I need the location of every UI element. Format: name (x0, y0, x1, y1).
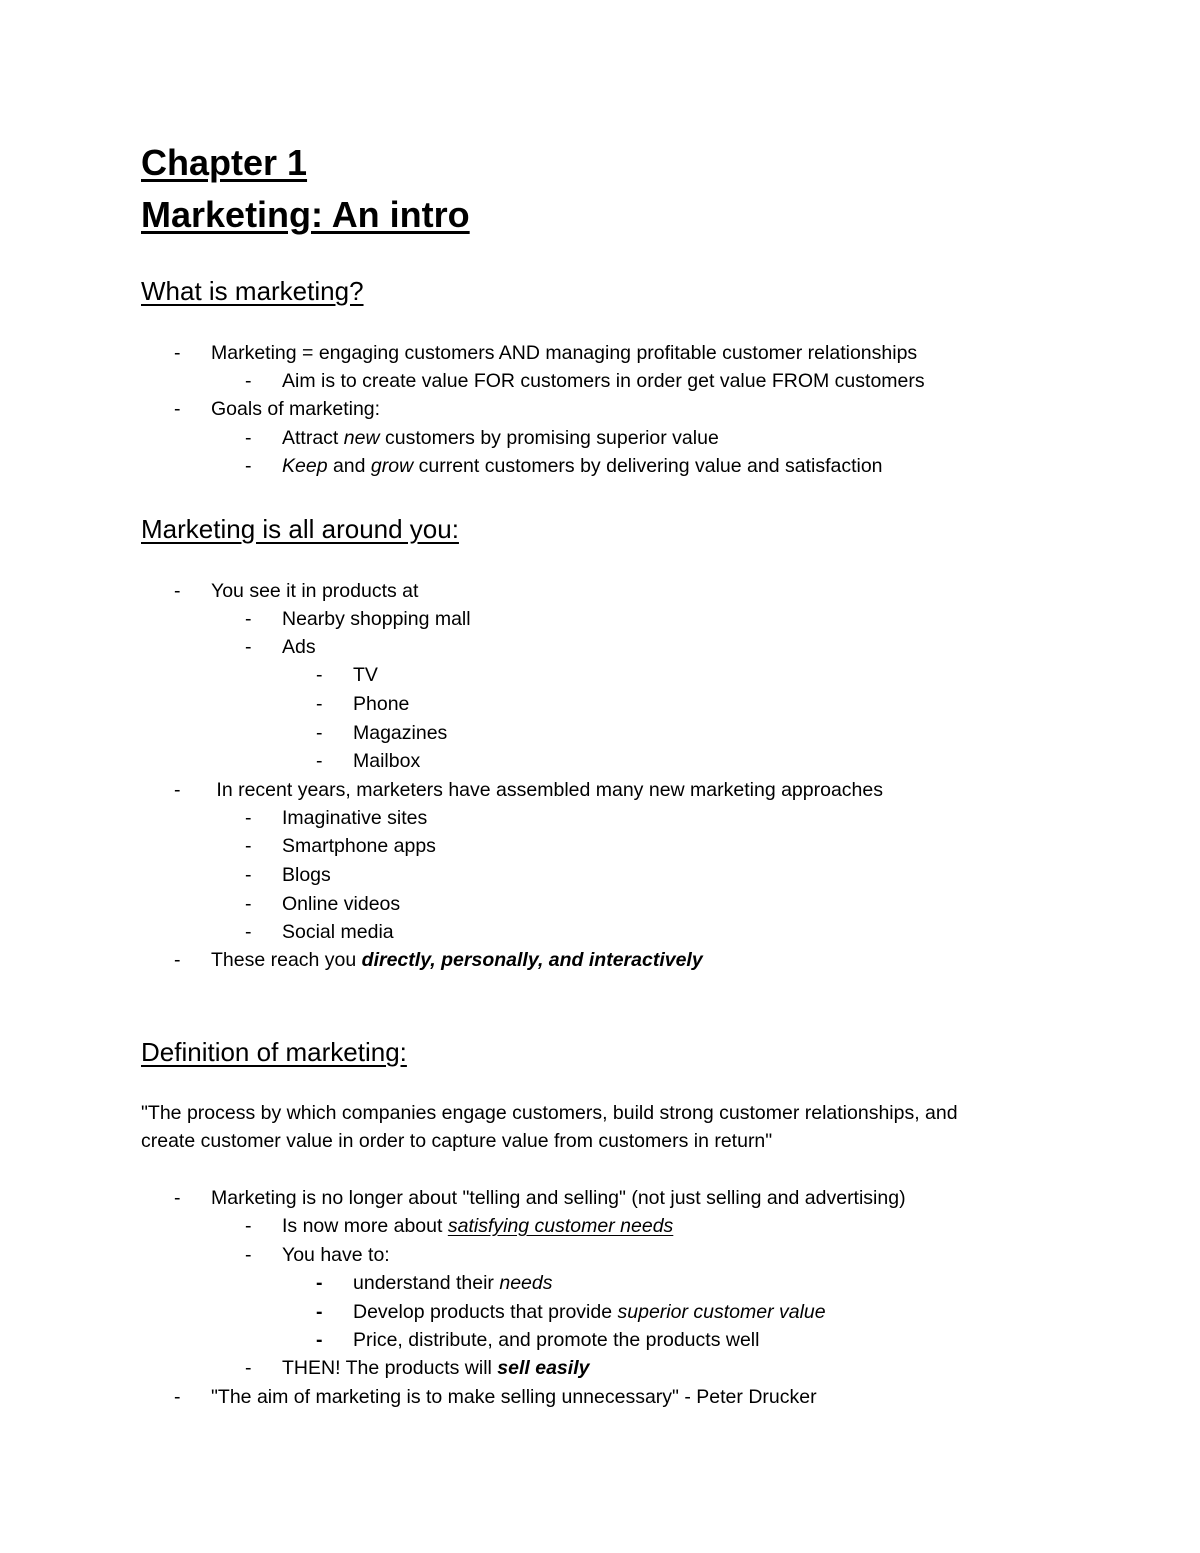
list-item: Blogs (282, 864, 331, 886)
section-heading-all-around: Marketing is all around you: (141, 514, 459, 544)
bullet-dash: - (174, 1386, 181, 1408)
bold-italic-text: directly, personally, and interactively (361, 949, 703, 971)
list-item: Nearby shopping mall (282, 608, 471, 630)
bullet-dash: - (245, 1215, 252, 1237)
italic-underlined-text: satisfying customer needs (447, 1215, 674, 1237)
bullet-dash: - (316, 1301, 323, 1323)
text-run: These reach you (211, 949, 362, 971)
bullet-dash: - (174, 398, 181, 420)
list-item: Aim is to create value FOR customers in order get value FROM customers (282, 370, 925, 392)
definition-quote-line: create customer value in order to capture value from customers in return" (141, 1130, 773, 1152)
list-item: Phone (353, 693, 410, 715)
section-heading-definition: Definition of marketing: (141, 1037, 407, 1067)
chapter-title: Chapter 1 (141, 142, 308, 183)
bullet-dash: - (245, 893, 252, 915)
list-item (353, 1301, 826, 1324)
list-item: In recent years, marketers have assembled many new marketing approaches (211, 779, 883, 801)
chapter-subtitle: Marketing: An intro (141, 194, 470, 235)
bullet-dash: - (316, 722, 323, 744)
text-run: THEN! The products will (282, 1357, 498, 1379)
list-item: Goals of marketing: (211, 398, 381, 420)
list-item (282, 427, 719, 450)
bullet-dash: - (245, 864, 252, 886)
list-item: You have to: (282, 1244, 390, 1266)
italic-text: grow (370, 455, 414, 477)
list-item: TV (353, 664, 378, 686)
text-run: and (327, 455, 371, 477)
bullet-dash: - (174, 779, 181, 801)
list-item: You see it in products at (211, 580, 419, 602)
bullet-dash: - (174, 949, 181, 971)
bullet-dash: - (316, 664, 323, 686)
bullet-dash: - (245, 1357, 252, 1379)
bullet-dash: - (316, 750, 323, 772)
list-item: Mailbox (353, 750, 421, 772)
list-item: Magazines (353, 722, 448, 744)
bullet-dash: - (245, 835, 252, 857)
list-item: Price, distribute, and promote the products well (353, 1329, 760, 1351)
bullet-dash: - (174, 1187, 181, 1209)
definition-quote-line: "The process by which companies engage customers, build strong customer relationships, and (141, 1102, 958, 1124)
bold-italic-text: sell easily (497, 1357, 590, 1379)
list-item (282, 455, 883, 478)
list-item (282, 1215, 673, 1238)
list-item (282, 1357, 589, 1380)
section-heading-what-is-marketing: What is marketing? (141, 276, 364, 306)
bullet-dash: - (245, 608, 252, 630)
list-item: Ads (282, 636, 316, 658)
bullet-dash: - (245, 807, 252, 829)
bullet-dash: - (245, 427, 252, 449)
bullet-dash: - (174, 580, 181, 602)
list-item: Online videos (282, 893, 401, 915)
italic-text: new (343, 427, 380, 449)
text-run: understand their (353, 1272, 500, 1294)
list-item (353, 1272, 553, 1295)
italic-text: superior customer value (617, 1301, 826, 1323)
list-item: Social media (282, 921, 394, 943)
bullet-dash: - (245, 370, 252, 392)
list-item: Marketing is no longer about "telling and selling" (not just selling and advertising) (211, 1187, 906, 1209)
list-item (211, 949, 703, 972)
bullet-dash: - (316, 693, 323, 715)
text-run: current customers by delivering value and satisfaction (413, 455, 883, 477)
text-run: Develop products that provide (353, 1301, 618, 1323)
list-item: Smartphone apps (282, 835, 436, 857)
text-run: customers by promising superior value (379, 427, 719, 449)
bullet-dash: - (316, 1329, 323, 1351)
bullet-dash: - (245, 636, 252, 658)
list-item: "The aim of marketing is to make selling unnecessary" - Peter Drucker (211, 1386, 817, 1408)
bullet-dash: - (245, 455, 252, 477)
text-run: Is now more about (282, 1215, 448, 1237)
text-run: Attract (282, 427, 344, 449)
bullet-dash: - (245, 921, 252, 943)
italic-text: Keep (282, 455, 328, 477)
list-item: Marketing = engaging customers AND managing profitable customer relationships (211, 342, 918, 364)
list-item: Imaginative sites (282, 807, 428, 829)
bullet-dash: - (174, 342, 181, 364)
bullet-dash: - (316, 1272, 323, 1294)
italic-text: needs (499, 1272, 553, 1294)
bullet-dash: - (245, 1244, 252, 1266)
